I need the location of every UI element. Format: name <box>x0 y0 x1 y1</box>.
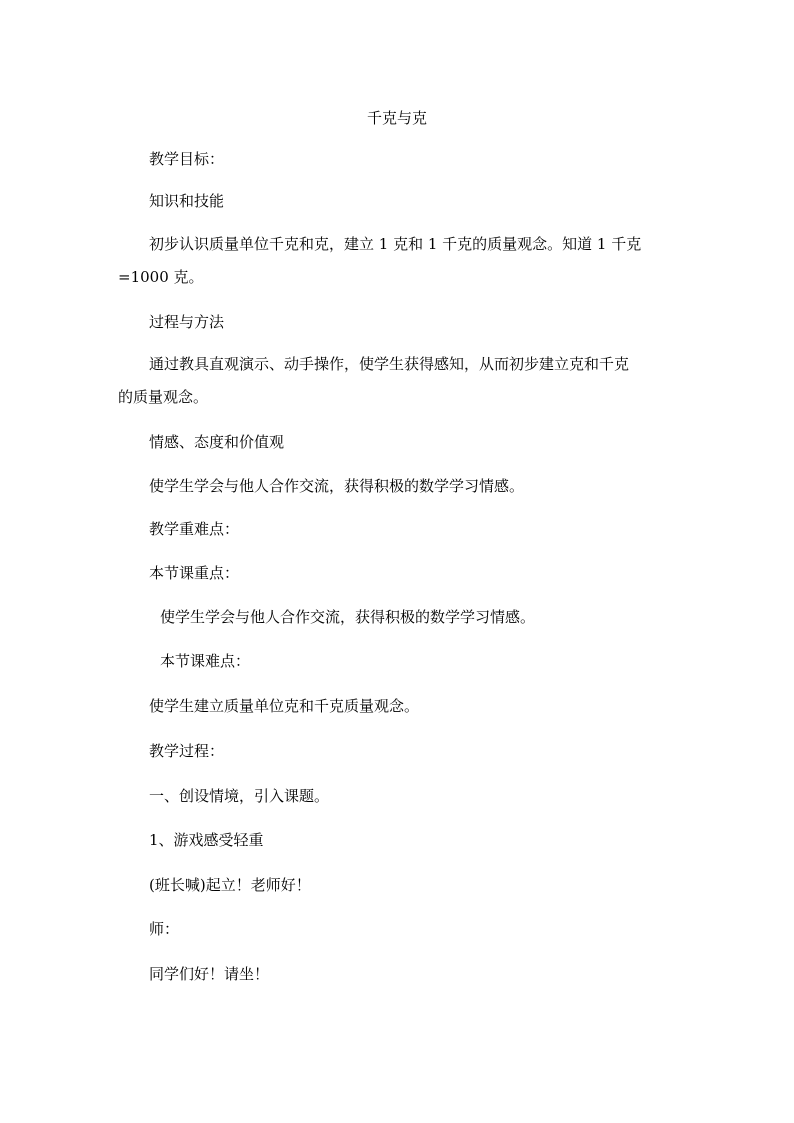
heading-teaching-process: 教学过程： <box>149 742 225 760</box>
subheading-knowledge-skills: 知识和技能 <box>149 192 225 210</box>
heading-teaching-goals: 教学目标： <box>149 150 225 168</box>
subsection-heading: 1、游戏感受轻重 <box>149 831 264 849</box>
paragraph-line: (班长喊)起立！老师好！ <box>149 876 311 894</box>
paragraph-line: 使学生学会与他人合作交流，获得积极的数学学习情感。 <box>160 608 536 626</box>
paragraph-line: 同学们好！请坐！ <box>149 965 270 983</box>
paragraph-line: 通过教具直观演示、动手操作，使学生获得感知，从而初步建立克和千克 <box>149 355 630 373</box>
paragraph-line: 师： <box>149 920 180 938</box>
paragraph-line: 使学生学会与他人合作交流，获得积极的数学学习情感。 <box>149 477 525 495</box>
document-title: 千克与克 <box>366 109 427 127</box>
subheading-process-method: 过程与方法 <box>149 313 225 331</box>
paragraph-line: 的质量观念。 <box>118 388 209 406</box>
section-heading: 一、创设情境，引入课题。 <box>149 787 330 805</box>
paragraph-line: =1000 克。 <box>118 268 204 286</box>
paragraph-line: 使学生建立质量单位克和千克质量观念。 <box>149 697 420 715</box>
paragraph-line: 初步认识质量单位千克和克，建立 1 克和 1 千克的质量观念。知道 1 千克 <box>149 235 642 253</box>
subheading-key-point: 本节课重点： <box>149 564 240 582</box>
subheading-emotion-values: 情感、态度和价值观 <box>149 433 285 451</box>
heading-key-difficult-points: 教学重难点： <box>149 520 240 538</box>
subheading-difficult-point: 本节课难点： <box>160 652 251 670</box>
